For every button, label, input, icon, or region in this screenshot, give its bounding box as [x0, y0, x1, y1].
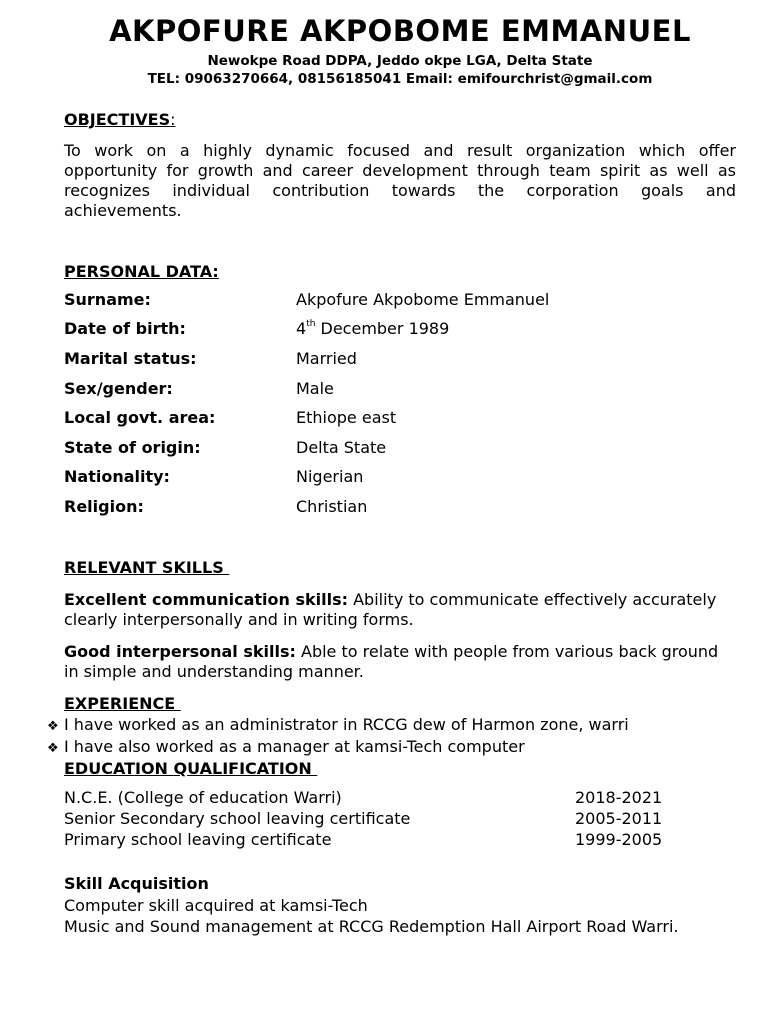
experience-item: ❖ I have also worked as a manager at kamsi-Tech computer	[47, 736, 747, 758]
diamond-bullet-icon: ❖	[47, 741, 59, 756]
personal-row-religion	[64, 496, 736, 518]
experience-heading: EXPERIENCE	[64, 694, 181, 713]
skill-acquisition-line: Computer skill acquired at kamsi-Tech	[64, 896, 368, 915]
personal-value: Ethiope east	[296, 408, 397, 427]
personal-label: Religion:	[64, 497, 144, 516]
personal-row-state	[64, 437, 736, 459]
personal-row-lga	[64, 407, 736, 429]
personal-label: Sex/gender:	[64, 379, 173, 398]
personal-value: Male	[296, 379, 334, 398]
education-qualification: N.C.E. (College of education Warri)	[64, 788, 342, 807]
personal-value: Nigerian	[296, 467, 364, 486]
education-row	[64, 787, 736, 809]
skill-item: Good interpersonal skills: Able to relate with people from various back ground in simple and understanding manner.	[64, 642, 719, 681]
personal-value: Married	[296, 349, 357, 368]
address-line: Newokpe Road DDPA, Jeddo okpe LGA, Delta State	[207, 53, 593, 69]
personal-row-nationality	[64, 466, 736, 488]
education-heading: EDUCATION QUALIFICATION	[64, 759, 318, 778]
personal-value: Christian	[296, 497, 368, 516]
personal-label: Nationality:	[64, 467, 170, 486]
skill-item: Excellent communication skills: Ability to communicate effectively accurately clearly interpersonally and in writing forms.	[64, 590, 717, 629]
personal-label: Marital status:	[64, 349, 197, 368]
skills-heading: RELEVANT SKILLS	[64, 558, 230, 577]
personal-value: Delta State	[296, 438, 387, 457]
skill-acquisition-line: Music and Sound management at RCCG Redemption Hall Airport Road Warri.	[64, 917, 679, 936]
contact-line: TEL: 09063270664, 08156185041 Email: emifourchrist@gmail.com	[147, 71, 653, 87]
personal-value: Akpofure Akpobome Emmanuel	[296, 290, 550, 309]
personal-label: Date of birth:	[64, 319, 186, 338]
personal-row-surname	[64, 289, 736, 311]
diamond-bullet-icon: ❖	[47, 719, 59, 734]
skill-acquisition-heading: Skill Acquisition	[64, 874, 209, 893]
education-row	[64, 808, 736, 830]
personal-label: Local govt. area:	[64, 408, 216, 427]
personal-label: State of origin:	[64, 438, 201, 457]
candidate-name: AKPOFURE AKPOBOME EMMANUEL	[109, 14, 691, 48]
education-years: 1999-2005	[575, 830, 663, 849]
education-years: 2018-2021	[575, 788, 663, 807]
education-qualification: Primary school leaving certificate	[64, 830, 332, 849]
personal-label: Surname:	[64, 290, 151, 309]
objectives-text: To work on a highly dynamic focused and result organization which offer opportunity for growth and career development through team spirit as well as recognizes individual contribution towards the corporation goals and achievements.	[64, 141, 736, 220]
personal-row-dob	[64, 318, 736, 340]
personal-data-heading: PERSONAL DATA:	[64, 262, 219, 281]
education-qualification: Senior Secondary school leaving certificate	[64, 809, 411, 828]
personal-row-marital	[64, 348, 736, 370]
objectives-heading: OBJECTIVES:	[64, 110, 176, 129]
experience-item: ❖ I have worked as an administrator in RCCG dew of Harmon zone, warri	[47, 714, 747, 736]
education-row	[64, 829, 736, 851]
personal-value: 4th December 1989	[296, 319, 450, 338]
personal-row-gender	[64, 378, 736, 400]
education-years: 2005-2011	[575, 809, 663, 828]
